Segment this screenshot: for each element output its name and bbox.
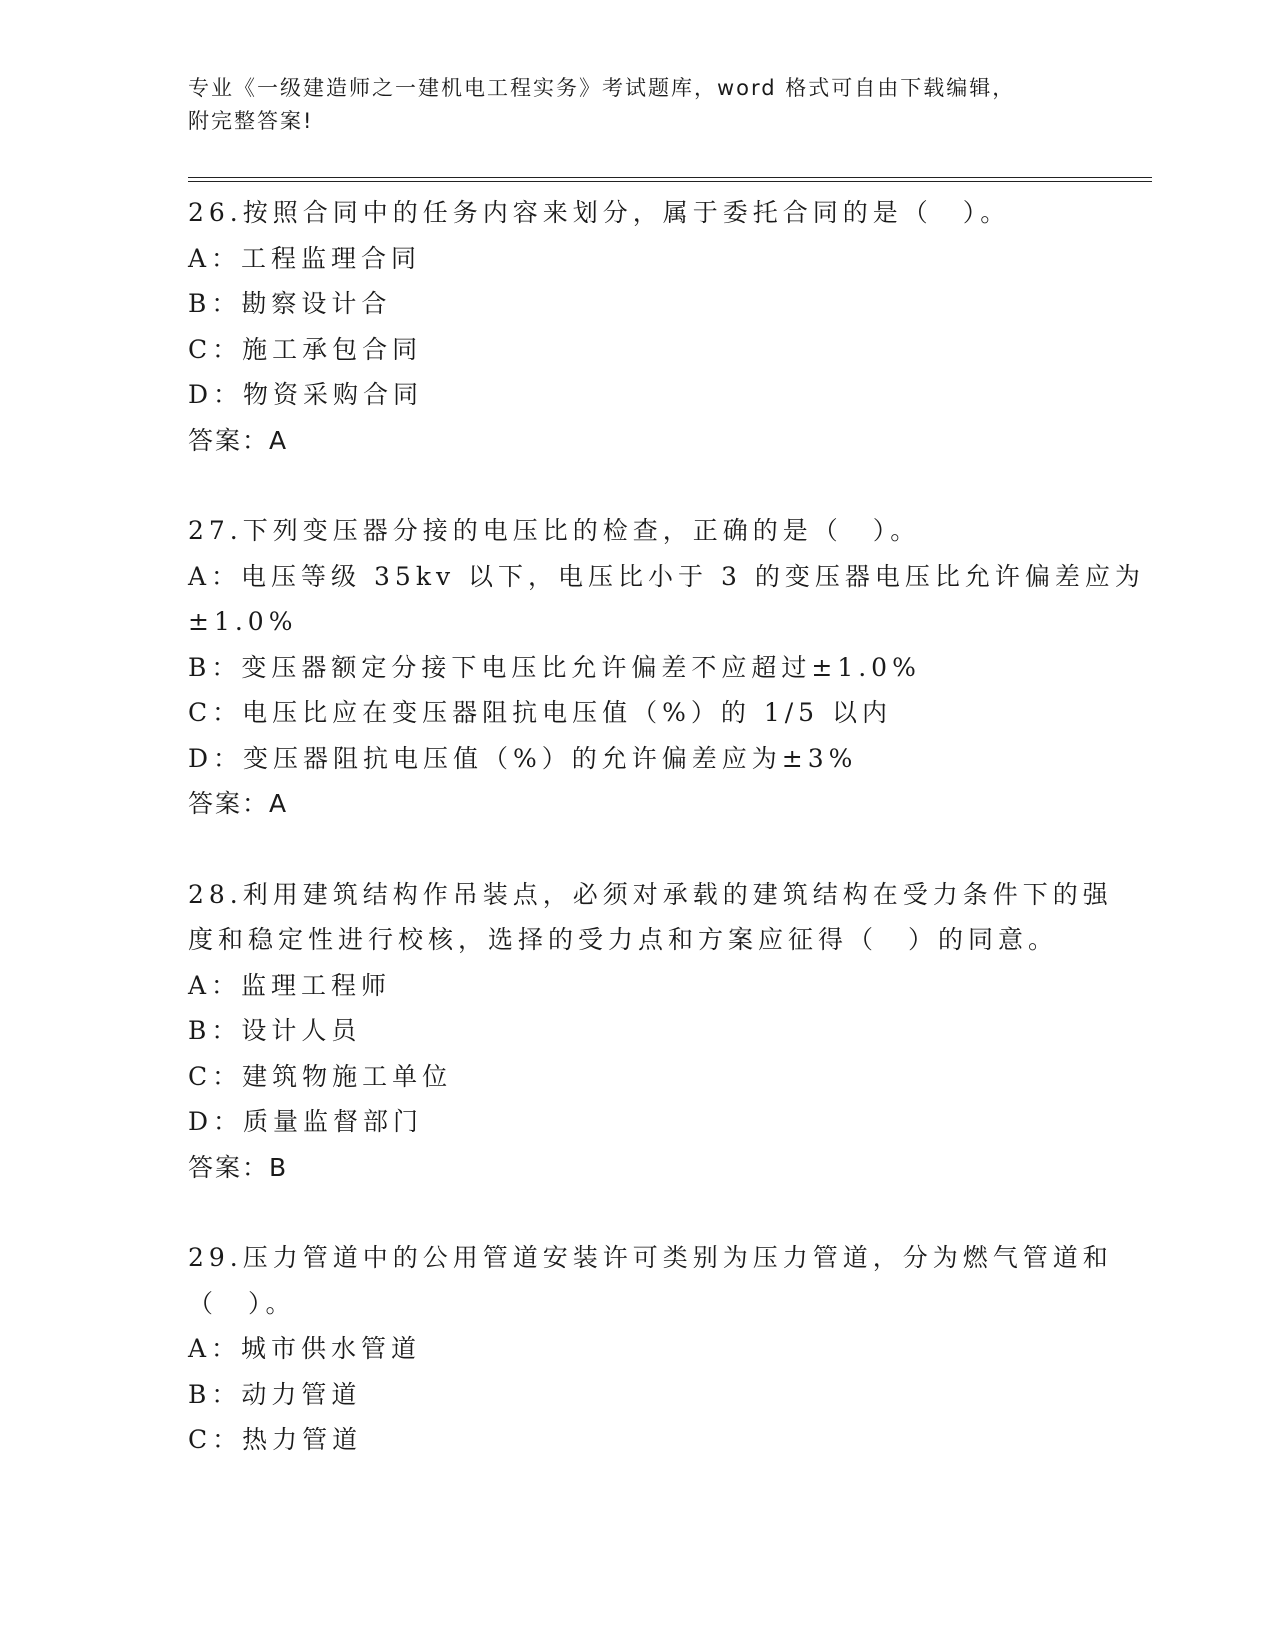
correct-answer: 答案：A [188, 425, 289, 455]
question-stem: 27.下列变压器分接的电压比的检查，正确的是（ ）。 [188, 516, 921, 545]
question-block [188, 872, 1113, 1191]
question-block [188, 508, 1145, 827]
correct-answer: 答案：A [188, 789, 289, 818]
question-stem: 度和稳定性进行校核，选择的受力点和方案应征得（ ）的同意。 [188, 925, 1059, 954]
answer-option: B：勘察设计合 [188, 289, 392, 318]
question-stem: （ ）。 [188, 1288, 296, 1318]
question-block [188, 1235, 1113, 1463]
answer-option: D：物资采购合同 [188, 380, 424, 409]
answer-option: ±1.0% [188, 607, 298, 636]
answer-option: C：建筑物施工单位 [188, 1061, 453, 1091]
answer-option: B：动力管道 [188, 1379, 362, 1409]
answer-option: A：电压等级 35kv 以下，电压比小于 3 的变压器电压比允许偏差应为 [188, 561, 1145, 591]
question-stem: 28.利用建筑结构作吊装点，必须对承载的建筑结构在受力条件下的强 [188, 879, 1113, 909]
header-divider [188, 177, 1152, 182]
answer-option: A：城市供水管道 [188, 1334, 422, 1363]
header-line-2: 附完整答案! [188, 109, 314, 133]
answer-option: B：设计人员 [188, 1016, 362, 1045]
answer-option: C：热力管道 [188, 1425, 363, 1454]
question-block [188, 190, 1088, 463]
answer-option: C：电压比应在变压器阻抗电压值（%）的 1/5 以内 [188, 698, 893, 727]
question-stem: 26.按照合同中的任务内容来划分，属于委托合同的是（ ）。 [188, 198, 1011, 227]
answer-option: D：质量监督部门 [188, 1107, 424, 1136]
answer-option: B：变压器额定分接下电压比允许偏差不应超过±1.0% [188, 652, 921, 682]
answer-option: A：工程监理合同 [188, 243, 422, 273]
question-list [188, 190, 1145, 1508]
document-header [188, 72, 1068, 138]
answer-option: A：监理工程师 [188, 970, 392, 1000]
correct-answer: 答案：B [188, 1152, 289, 1182]
header-line-1: 专业《一级建造师之一建机电工程实务》考试题库，word 格式可自由下载编辑， [188, 76, 1016, 100]
answer-option: C：施工承包合同 [188, 334, 423, 364]
question-stem: 29.压力管道中的公用管道安装许可类别为压力管道，分为燃气管道和 [188, 1243, 1113, 1272]
answer-option: D：变压器阻抗电压值（%）的允许偏差应为±3% [188, 743, 858, 773]
